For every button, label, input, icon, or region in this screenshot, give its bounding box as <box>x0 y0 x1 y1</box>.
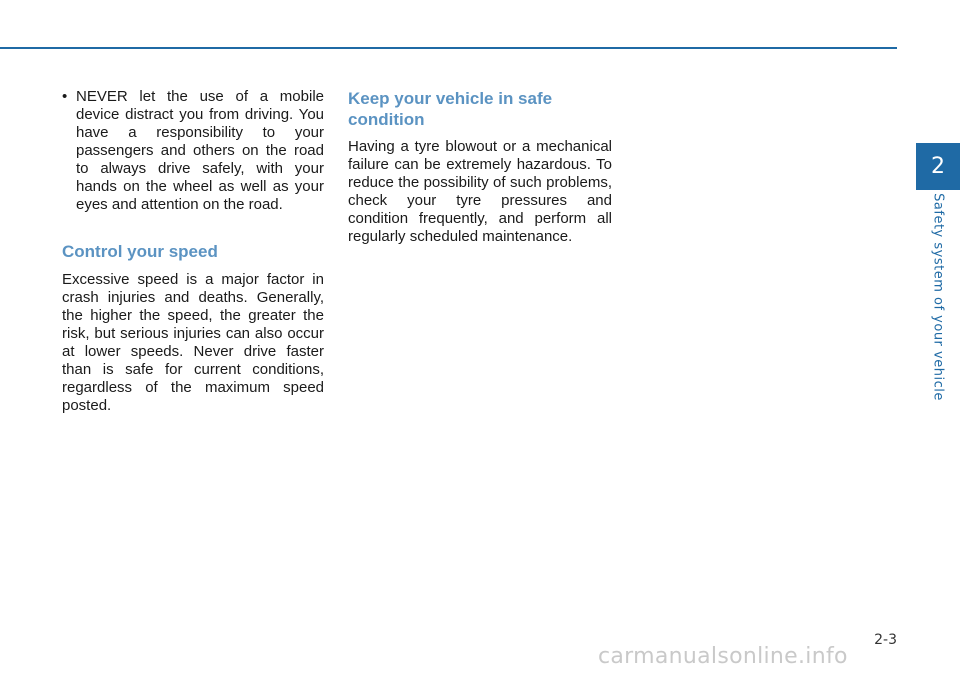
section-heading-control-speed: Control your speed <box>62 242 218 261</box>
page-number: 2-3 <box>874 632 897 648</box>
middle-column <box>348 88 612 246</box>
chapter-title: Safety system of your vehicle <box>930 193 946 401</box>
watermark: carmanualsonline.info <box>598 644 848 669</box>
bullet-text: NEVER let the use of a mobile device distract you from driving. You have a responsibility to your passengers and others on the road to always drive safely, with your hands on the wheel as well as your eyes and attention on the road. <box>76 88 324 213</box>
bullet-dot-icon: • <box>62 88 68 105</box>
section-heading-safe-condition: Keep your vehicle in safe condition <box>348 89 553 129</box>
safe-condition-paragraph: Having a tyre blowout or a mechanical failure can be extremely hazardous. To reduce the possibility of such problems, check your tyre pressures and condition frequently, and perform all regularly scheduled maintenance. <box>348 138 612 245</box>
chapter-tab: 2 <box>916 143 960 190</box>
top-rule <box>0 47 897 49</box>
bullet-item <box>62 88 324 214</box>
left-column <box>62 88 324 415</box>
control-speed-paragraph: Excessive speed is a major factor in crash injuries and deaths. Generally, the higher the speed, the greater the risk, but serious injuries can also occur at lower speeds. Never drive faster than is safe for current conditions, regardless of the maximum speed posted. <box>62 271 324 414</box>
